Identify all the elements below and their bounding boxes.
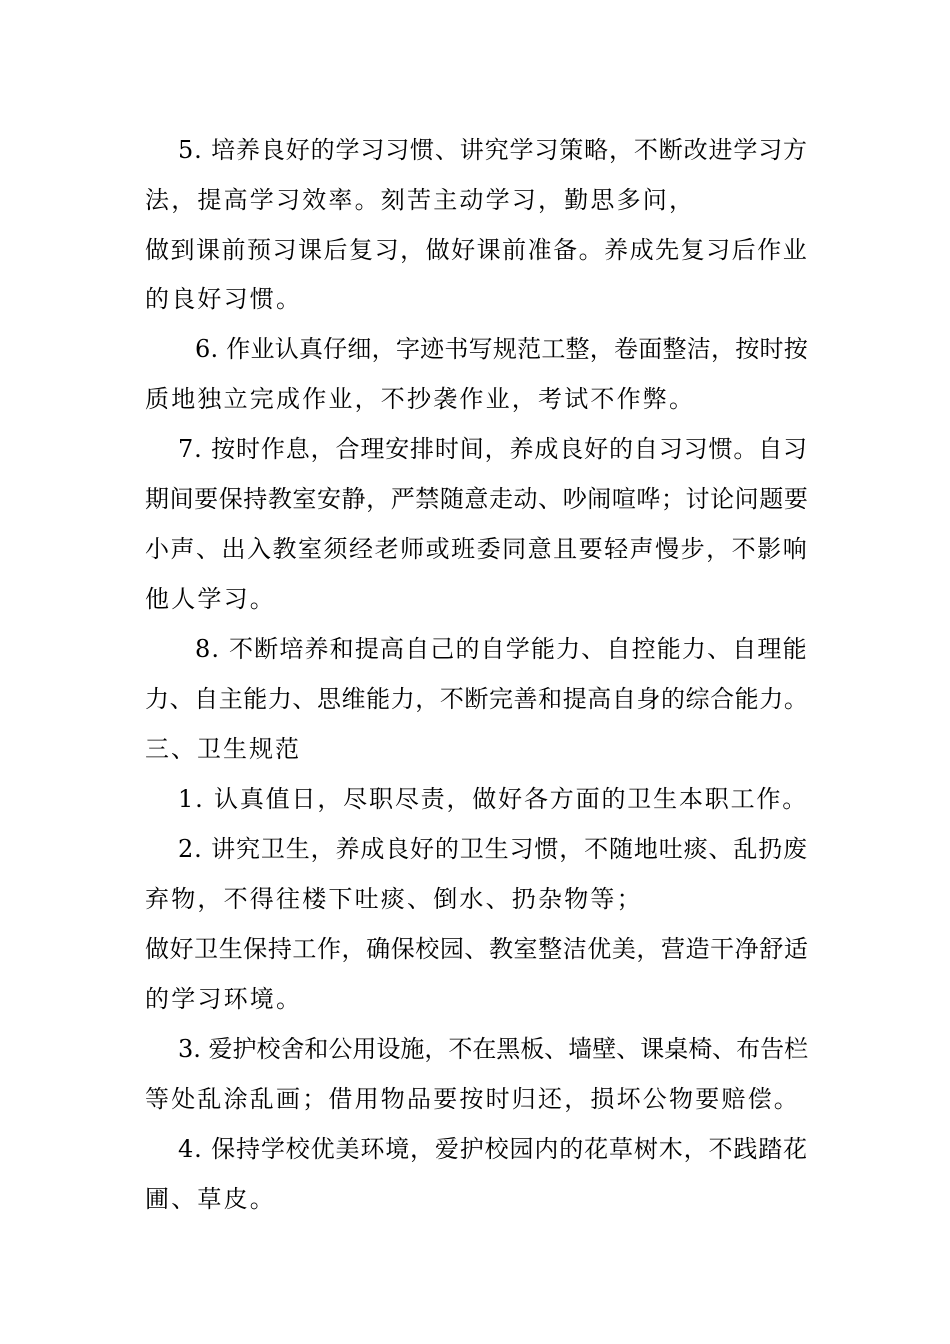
paragraph-line: 4. 保持学校优美环境，爱护校园内的花草树木，不践踏花: [178, 1135, 808, 1163]
section-heading: 三、卫生规范: [145, 735, 301, 763]
paragraph-line: 3. 爱护校舍和公用设施，不在黑板、墙壁、课桌椅、布告栏: [178, 1035, 809, 1063]
paragraph-line: 8. 不断培养和提高自己的自学能力、自控能力、自理能: [195, 635, 808, 663]
paragraph-line: 力、自主能力、思维能力，不断完善和提高自身的综合能力。: [145, 685, 809, 713]
paragraph-line: 7. 按时作息，合理安排时间，养成良好的自习习惯。自习: [178, 435, 808, 463]
paragraph-line: 2. 讲究卫生，养成良好的卫生习惯，不随地吐痰、乱扔废: [178, 835, 808, 863]
paragraph-line: 期间要保持教室安静，严禁随意走动、吵闹喧哗；讨论问题要: [145, 485, 809, 513]
paragraph-line: 法，提高学习效率。刻苦主动学习，勤思多问，: [145, 186, 696, 214]
paragraph-line: 1. 认真值日，尽职尽责，做好各方面的卫生本职工作。: [178, 785, 809, 813]
paragraph-line: 做好卫生保持工作，确保校园、教室整洁优美，营造干净舒适: [145, 935, 809, 963]
paragraph-line: 的学习环境。: [145, 985, 303, 1013]
paragraph-line: 6. 作业认真仔细，字迹书写规范工整，卷面整洁，按时按: [195, 335, 808, 363]
paragraph-line: 小声、出入教室须经老师或班委同意且要轻声慢步，不影响: [145, 535, 809, 563]
paragraph-line: 质地独立完成作业，不抄袭作业，考试不作弊。: [145, 385, 696, 413]
paragraph-line: 他人学习。: [145, 585, 276, 613]
paragraph-line: 做到课前预习课后复习，做好课前准备。养成先复习后作业: [145, 236, 809, 264]
paragraph-line: 5. 培养良好的学习习惯、讲究学习策略，不断改进学习方: [178, 136, 808, 164]
paragraph-line: 等处乱涂乱画；借用物品要按时归还，损坏公物要赔偿。: [145, 1085, 800, 1113]
paragraph-line: 弃物，不得往楼下吐痰、倒水、扔杂物等；: [145, 885, 643, 913]
paragraph-line: 圃、草皮。: [145, 1185, 276, 1213]
paragraph-line: 的良好习惯。: [145, 285, 303, 313]
